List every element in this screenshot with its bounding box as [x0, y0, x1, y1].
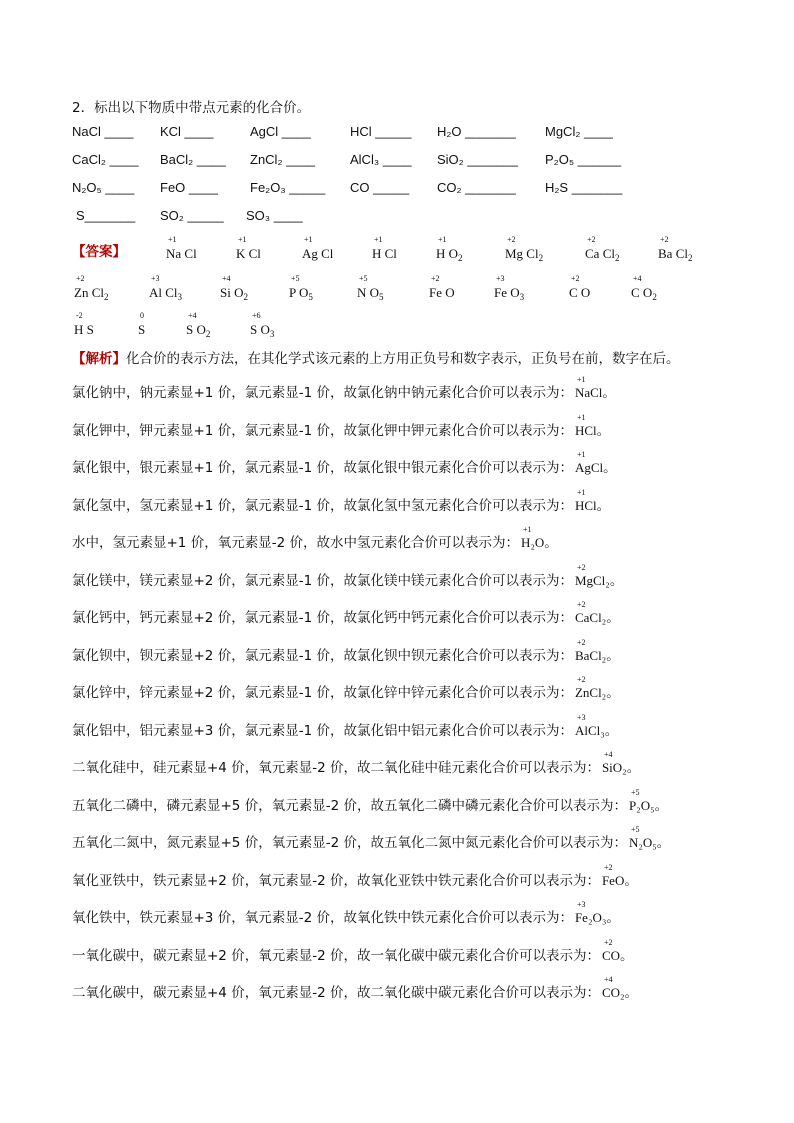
- valence-mark: +3: [576, 900, 586, 909]
- line-end: 。: [596, 422, 611, 439]
- answer-formula: 0 S: [138, 311, 146, 337]
- valence-mark: +5: [630, 787, 640, 797]
- question-item: CaCl₂ ____: [72, 152, 139, 167]
- analysis-line: [72, 412, 611, 439]
- valence-mark: +1: [576, 487, 586, 497]
- answer-formula: +2 Mg $Cl_2$: [505, 235, 544, 263]
- valence-mark: +1: [438, 235, 447, 244]
- analysis-line-text: 氯化镁中，镁元素显+2 价，氯元素显-1 价，故氯化镁中镁元素化合价可以表示为：: [72, 572, 573, 589]
- analysis-line-text: 氧化亚铁中，铁元素显+2 价，氧元素显-2 价，故氧化亚铁中铁元素化合价可以表示为：: [72, 872, 600, 889]
- valence-mark: +2: [603, 937, 613, 947]
- answer-formula: +4 Si $O_2$: [220, 274, 248, 302]
- analysis-line-text: 氯化钠中，钠元素显+1 价，氯元素显-1 价，故氯化钠中钠元素化合价可以表示为：: [72, 385, 573, 401]
- question-item: S_______: [76, 208, 136, 223]
- answer-formula: +3 Al $Cl_3$: [149, 274, 183, 302]
- inline-formula: +4 CO₂: [601, 975, 625, 1000]
- valence-mark: +5: [630, 825, 640, 834]
- analysis-line: [72, 750, 641, 776]
- valence-mark: +2: [571, 274, 580, 283]
- question-item: H₂S _______: [545, 180, 623, 195]
- inline-formula: +2 BaCl₂: [574, 637, 607, 663]
- analysis-line: [72, 937, 634, 964]
- valence-mark: +2: [576, 675, 586, 684]
- inline-formula: +2 ZnCl₂: [574, 675, 607, 700]
- valence-mark: +1: [168, 235, 177, 244]
- valence-mark: +2: [507, 235, 516, 244]
- valence-mark: -2: [76, 311, 83, 320]
- inline-formula: +5 P₂O₅: [628, 787, 655, 813]
- answer-formula: +1 H $O_2$: [436, 235, 463, 263]
- valence-mark: +1: [374, 235, 383, 244]
- analysis-line-text: 二氧化碳中，碳元素显+4 价，氧元素显-2 价，故二氧化碳中碳元素化合价可以表示为：: [72, 985, 600, 1001]
- valence-mark: 0: [140, 311, 144, 320]
- analysis-line: [72, 450, 617, 476]
- inline-formula: +1 H₂O: [520, 525, 545, 550]
- answer-label: 【答案】: [72, 244, 126, 260]
- valence-mark: +2: [76, 274, 85, 283]
- line-end: 。: [609, 572, 624, 589]
- answer-formula: +2 Ca $Cl_2$: [585, 235, 620, 263]
- question-item: H₂O _______: [437, 124, 516, 139]
- question-item: FeO ____: [160, 180, 218, 195]
- valence-mark: +2: [576, 637, 586, 647]
- inline-formula: +5 N₂O₅: [628, 825, 657, 850]
- analysis-line-text: 五氧化二氮中，氮元素显+5 价，氧元素显-2 价，故五氧化二氮中氮元素化合价可以表示为：: [72, 835, 627, 851]
- valence-mark: +4: [222, 274, 231, 283]
- answer-formula: +4 S $O_2$: [186, 311, 211, 339]
- valence-mark: +3: [496, 274, 505, 283]
- valence-mark: +3: [576, 712, 586, 722]
- analysis-line: [72, 900, 620, 926]
- inline-formula: +4 SiO₂: [601, 750, 627, 775]
- analysis-tag: 【解析】: [72, 351, 126, 367]
- line-end: 。: [656, 835, 671, 851]
- valence-mark: +2: [660, 235, 669, 244]
- inline-formula: +2 CO: [601, 937, 621, 963]
- valence-mark: +2: [576, 600, 586, 609]
- question-item: CO _____: [350, 180, 410, 195]
- answer-formula: +3 Fe $O_3$: [494, 274, 525, 302]
- answer-formula: +2 Ba $Cl_2$: [658, 235, 693, 263]
- valence-mark: +1: [576, 412, 586, 422]
- inline-formula: +1 HCl: [574, 487, 597, 513]
- valence-mark: +1: [304, 235, 313, 244]
- inline-formula: +2 FeO: [601, 862, 625, 888]
- line-end: 。: [606, 685, 620, 701]
- analysis-intro: [72, 347, 680, 367]
- analysis-line-text: 氯化氢中，氢元素显+1 价，氯元素显-1 价，故氯化氢中氢元素化合价可以表示为：: [72, 497, 573, 514]
- inline-formula: +2 CaCl₂: [574, 600, 607, 625]
- analysis-line-text: 一氧化碳中，碳元素显+2 价，氧元素显-2 价，故一氧化碳中碳元素化合价可以表示为：: [72, 947, 600, 964]
- valence-mark: +2: [587, 235, 596, 244]
- answer-formula: +4 C $O_2$: [631, 274, 657, 302]
- answer-formula: +2 C O: [569, 274, 591, 300]
- valence-mark: +4: [188, 311, 197, 320]
- line-end: 。: [602, 385, 616, 401]
- valence-mark: +1: [576, 450, 586, 459]
- line-end: 。: [654, 797, 669, 814]
- answer-formula: +6 S $O_3$: [250, 311, 275, 339]
- answer-formula: +5 P $O_5$: [289, 274, 313, 302]
- valence-mark: +1: [522, 525, 532, 534]
- line-end: 。: [620, 947, 634, 964]
- question-item: AlCl₃ ____: [350, 152, 412, 167]
- line-end: 。: [604, 722, 619, 739]
- analysis-line: [72, 825, 671, 851]
- analysis-line: [72, 975, 639, 1001]
- analysis-line: [72, 712, 619, 739]
- analysis-line: [72, 787, 669, 814]
- analysis-line: [72, 525, 558, 551]
- analysis-line: [72, 637, 620, 664]
- question-item: NaCl ____: [72, 124, 134, 139]
- valence-mark: +1: [576, 375, 586, 384]
- question-item: N₂O₅ ____: [72, 180, 135, 195]
- answer-formula: +1 Na Cl: [166, 235, 197, 261]
- valence-mark: +4: [603, 975, 613, 984]
- analysis-line-text: 氯化锌中，锌元素显+2 价，氯元素显-1 价，故氯化锌中锌元素化合价可以表示为：: [72, 685, 573, 701]
- analysis-line-text: 水中，氢元素显+1 价，氧元素显-2 价，故水中氢元素化合价可以表示为：: [72, 535, 519, 551]
- analysis-intro-text: 化合价的表示方法，在其化学式该元素的上方用正负号和数字表示，正负号在前，数字在后。: [126, 351, 680, 367]
- question-item: Fe₂O₃ _____: [250, 180, 326, 195]
- valence-mark: +2: [431, 274, 440, 283]
- answer-formula: +2 Zn $Cl_2$: [74, 274, 109, 302]
- inline-formula: +3 Fe₂O₃: [574, 900, 607, 925]
- analysis-line-text: 氯化钡中，钡元素显+2 价，氯元素显-1 价，故氯化钡中钡元素化合价可以表示为：: [72, 647, 573, 664]
- question-title: 2．标出以下物质中带点元素的化合价。: [72, 100, 311, 116]
- analysis-line-text: 氧化铁中，铁元素显+3 价，氧元素显-2 价，故氧化铁中铁元素化合价可以表示为：: [72, 910, 573, 926]
- analysis-line: [72, 375, 616, 401]
- inline-formula: +1 AgCl: [574, 450, 604, 475]
- line-end: 。: [624, 872, 638, 889]
- question-item: HCl _____: [350, 124, 412, 139]
- question-item: KCl ____: [160, 124, 214, 139]
- question-item: SO₃ ____: [246, 208, 303, 223]
- line-end: 。: [606, 910, 620, 926]
- analysis-line: [72, 562, 624, 589]
- valence-mark: +1: [238, 235, 247, 244]
- inline-formula: +1 NaCl: [574, 375, 603, 400]
- question-item: CO₂ _______: [437, 180, 516, 195]
- question-item: BaCl₂ ____: [160, 152, 226, 167]
- analysis-line: [72, 862, 638, 889]
- analysis-line-text: 氯化钙中，钙元素显+2 价，氯元素显-1 价，故氯化钙中钙元素化合价可以表示为：: [72, 610, 573, 626]
- answer-formula: +1 K Cl: [236, 235, 261, 261]
- answer-formula: +2 Fe O: [429, 274, 455, 300]
- valence-mark: +5: [291, 274, 300, 283]
- line-end: 。: [596, 497, 611, 514]
- analysis-line: [72, 487, 611, 514]
- valence-mark: +2: [576, 562, 586, 572]
- inline-formula: +2 MgCl₂: [574, 562, 610, 588]
- answer-formula: +5 N $O_5$: [357, 274, 384, 302]
- valence-mark: +6: [252, 311, 261, 320]
- line-end: 。: [544, 535, 558, 551]
- line-end: 。: [606, 647, 620, 664]
- question-item: SO₂ _____: [160, 208, 224, 223]
- analysis-line-text: 氯化铝中，铝元素显+3 价，氯元素显-1 价，故氯化铝中铝元素化合价可以表示为：: [72, 722, 573, 739]
- answer-formula: -2 H S: [74, 311, 94, 337]
- question-item: P₂O₅ ______: [545, 152, 622, 167]
- analysis-line: [72, 600, 620, 626]
- question-item: SiO₂ _______: [437, 152, 518, 167]
- analysis-line-text: 氯化钾中，钾元素显+1 价，氯元素显-1 价，故氯化钾中钾元素化合价可以表示为：: [72, 422, 573, 439]
- line-end: 。: [626, 760, 641, 776]
- valence-mark: +3: [151, 274, 160, 283]
- line-end: 。: [603, 460, 617, 476]
- answer-formula: +1 H Cl: [372, 235, 397, 261]
- inline-formula: +1 HCl: [574, 412, 597, 438]
- question-item: AgCl ____: [250, 124, 311, 139]
- question-item: ZnCl₂ ____: [250, 152, 316, 167]
- line-end: 。: [606, 610, 620, 626]
- analysis-line-text: 五氧化二磷中，磷元素显+5 价，氧元素显-2 价，故五氧化二磷中磷元素化合价可以表示为：: [72, 797, 627, 814]
- valence-mark: +5: [359, 274, 368, 283]
- analysis-line: [72, 675, 620, 701]
- inline-formula: +3 AlCl₃: [574, 712, 605, 738]
- analysis-line-text: 二氧化硅中，硅元素显+4 价，氧元素显-2 价，故二氧化硅中硅元素化合价可以表示为：: [72, 760, 600, 776]
- answer-formula: +1 Ag Cl: [302, 235, 334, 261]
- question-item: MgCl₂ ____: [545, 124, 613, 139]
- valence-mark: +2: [603, 862, 613, 872]
- analysis-line-text: 氯化银中，银元素显+1 价，氯元素显-1 价，故氯化银中银元素化合价可以表示为：: [72, 460, 573, 476]
- valence-mark: +4: [603, 750, 613, 759]
- line-end: 。: [624, 985, 639, 1001]
- valence-mark: +4: [633, 274, 642, 283]
